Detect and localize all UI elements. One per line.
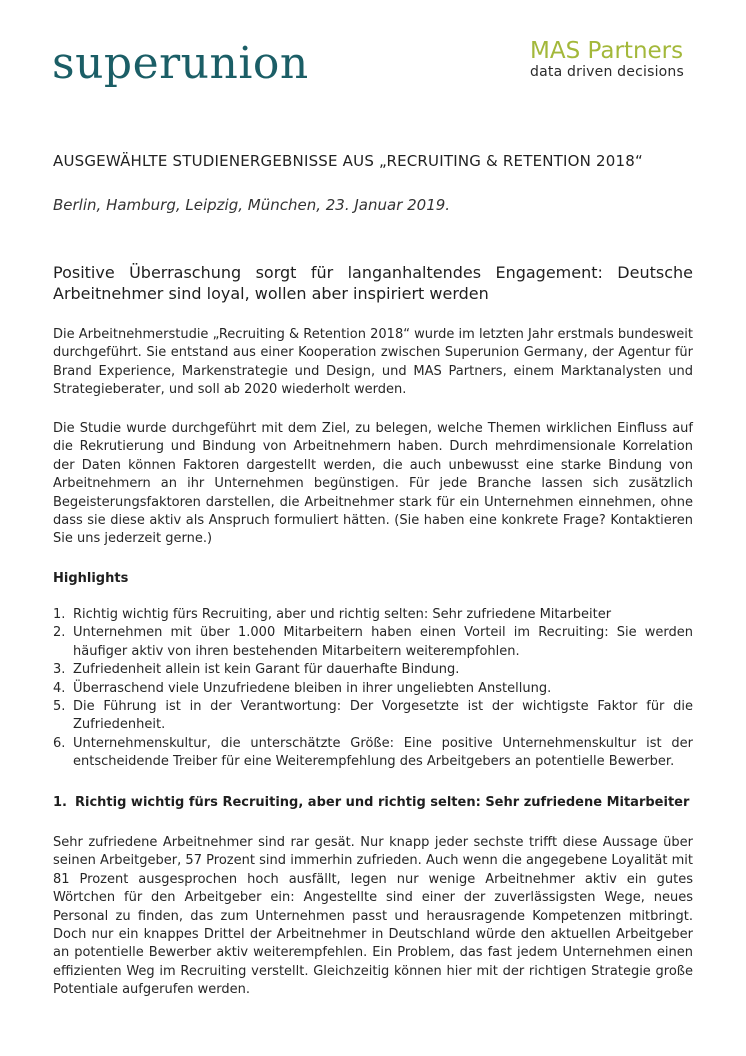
list-number: 1. [53, 607, 66, 622]
mas-partners-brand: MAS Partners [530, 38, 684, 64]
dateline: Berlin, Hamburg, Leipzig, München, 23. Januar 2019. [53, 196, 451, 214]
list-item-text: Unternehmen mit über 1.000 Mitarbeitern haben einen Vorteil im Recruiting: Sie werden häufiger aktiv von ihren bestehenden Mitarbeitern weiterempfohlen. [73, 625, 693, 659]
list-item-text: Unternehmenskultur, die unterschätzte Größe: Eine positive Unternehmenskultur ist der entscheidende Treiber für eine Weiterempfehlung des Arbeitgebers an potentielle Bewerber. [73, 735, 693, 770]
list-item-text: Zufriedenheit allein ist kein Garant für dauerhafte Bindung. [73, 662, 460, 678]
highlights-heading: Highlights [53, 571, 129, 586]
section-number: 1. [53, 795, 67, 810]
study-goal-paragraph: Die Studie wurde durchgeführt mit dem Ziel, zu belegen, welche Themen wirklichen Einfluss auf die Rekrutierung und Bindung von Arbeitnehmern haben. Durch mehrdimensionale Korrelation der Daten können Faktoren dargestellt werden, die auch unbewusst eine starke Bindung von Arbeitnehmern an ihr Unternehmen begünstigen. Für jede Branche lassen sich zusätzlich Begeisterungsfaktoren darstellen, die Arbeitnehmer stark für ein Unternehmen einnehmen, ohne dass sie diese aktiv als Anspruch formuliert hätten. (Sie haben eine konkrete Frage? Kontaktieren Sie uns jederzeit gerne.) [53, 421, 693, 547]
list-item-text: Die Führung ist in der Verantwortung: Der Vorgesetzte ist der wichtigste Faktor für die Zufriedenheit. [73, 699, 693, 733]
highlights-list [53, 606, 693, 772]
mas-partners-tagline: data driven decisions [530, 64, 684, 80]
mas-partners-logo [530, 38, 684, 80]
list-item [53, 606, 693, 624]
list-item-text: Richtig wichtig fürs Recruiting, aber und richtig selten: Sehr zufriedene Mitarbeiter [73, 607, 612, 622]
list-item [53, 735, 693, 772]
list-item [53, 680, 693, 698]
section-1-paragraph: Sehr zufriedene Arbeitnehmer sind rar gesät. Nur knapp jeder sechste trifft diese Aussage über seinen Arbeitgeber, 57 Prozent sind immerhin zufrieden. Auch wenn die angegebene Loyalität mit 81 Prozent ausgesprochen hoch ausfällt, legen nur wenige Arbeitnehmer aktiv ein gutes Wörtchen für den Arbeitgeber ein: Angestellte sind einer der zuverlässigsten Wege, neues Personal zu finden, das zum Unternehmen passt und herausragende Kompetenzen mitbringt. Doch nur ein knappes Drittel der Arbeitnehmer in Deutschland würde den aktuellen Arbeitgeber an potentielle Bewerber aktiv weiterempfehlen. Ein Problem, das fast jedem Unternehmen einen effizienten Weg im Recruiting verstellt. Gleichzeitig können hier mit der richtigen Strategie große Potentiale aufgerufen werden. [53, 835, 693, 998]
list-number: 2. [53, 625, 66, 641]
press-subtitle: Positive Überraschung sorgt für langanhaltendes Engagement: Deutsche Arbeitnehmer sind loyal, wollen aber inspiriert werden [53, 263, 693, 303]
list-number: 4. [53, 680, 66, 696]
list-number: 6. [53, 735, 66, 751]
section-1-heading [53, 795, 693, 810]
list-item-text: Überraschend viele Unzufriedene bleiben in ihrer ungeliebten Anstellung. [73, 680, 552, 696]
document-headline: AUSGEWÄHLTE STUDIENERGEBNISSE AUS „RECRUITING & RETENTION 2018“ [53, 152, 643, 170]
superunion-logo: superunion [52, 38, 309, 89]
list-number: 3. [53, 662, 66, 678]
list-item [53, 661, 693, 679]
list-number: 5. [53, 699, 66, 715]
intro-paragraph: Die Arbeitnehmerstudie „Recruiting & Retention 2018“ wurde im letzten Jahr erstmals bundesweit durchgeführt. Sie entstand aus einer Kooperation zwischen Superunion Germany, der Agentur für Brand Experience, Markenstrategie und Design, und MAS Partners, einem Marktanalysten und Strategieberater, und soll ab 2020 wiederholt werden. [53, 327, 693, 398]
section-title-text: Richtig wichtig fürs Recruiting, aber und richtig selten: Sehr zufriedene Mitarbeiter [75, 795, 690, 810]
list-item [53, 624, 693, 661]
list-item [53, 698, 693, 735]
